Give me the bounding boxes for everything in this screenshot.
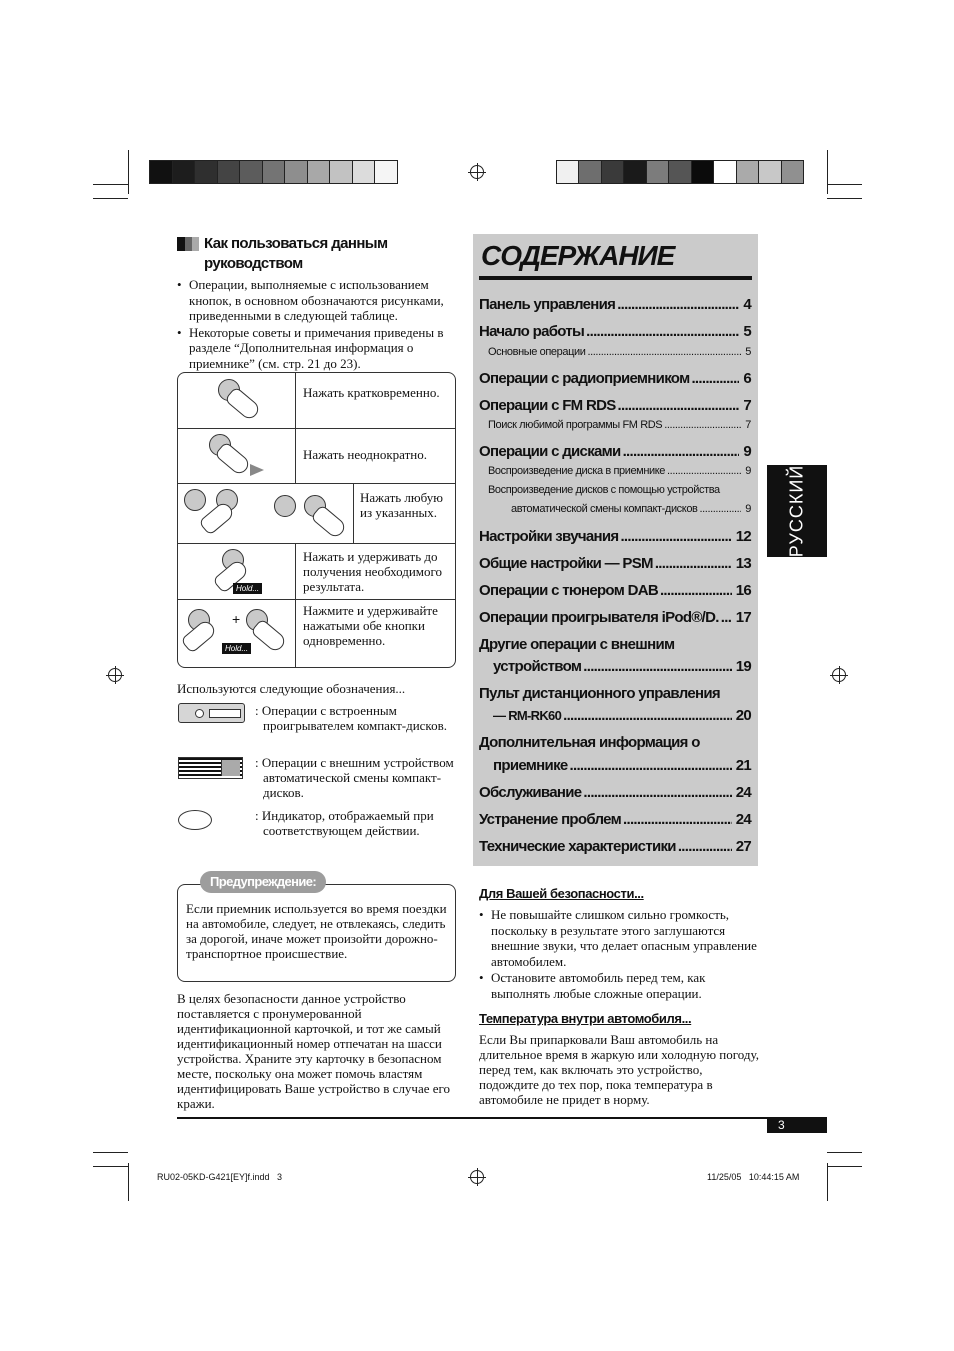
color-swatch bbox=[285, 161, 308, 183]
safety-bullets bbox=[479, 907, 761, 1002]
legend-intro: Используются следующие обозначения... bbox=[177, 681, 406, 696]
page-number-tab bbox=[767, 1118, 827, 1133]
registration-mark-icon bbox=[832, 668, 846, 682]
operation-text: Нажать неоднократно. bbox=[303, 447, 427, 462]
temperature-paragraph: Если Вы припарковали Ваш автомобиль на длительное время в жаркую или холодную погоду, перед тем, как включать это устройство, подождите до тех пор, пока температура в автомобиле не придет в норму. bbox=[479, 1032, 759, 1107]
operation-text: Нажать любую из указанных. bbox=[360, 490, 443, 520]
toc-entry[interactable]: — RM-RK60 ..... 20 bbox=[493, 707, 751, 724]
table-row bbox=[178, 428, 455, 484]
color-swatch bbox=[353, 161, 376, 183]
page-number: 3 bbox=[778, 1118, 785, 1132]
section-marker-icon bbox=[177, 237, 199, 251]
toc-entry[interactable]: Операции с тюнером DAB ..... 16 bbox=[479, 582, 751, 599]
toc-subentry[interactable]: Поиск любимой программы FM RDS ..... 7 bbox=[488, 419, 751, 431]
toc-entry[interactable]: Операции с FM RDS ..... 7 bbox=[479, 397, 751, 414]
footer-file: RU02-05KD-G421[EY]f.indd 3 bbox=[157, 1172, 283, 1182]
list-item: • Операции, выполняемые с использованием кнопок, в основном обозначаются рисунками, приведенными в следующей таблице. bbox=[177, 277, 460, 324]
toc-entry[interactable]: Общие настройки — PSM ..... 13 bbox=[479, 555, 751, 572]
color-swatch bbox=[759, 161, 781, 183]
list-item: • Не повышайте слишком сильно громкость, поскольку в результате этого заглушаются внешние звуки, что делает опасным управление автомобилем. bbox=[479, 907, 761, 969]
toc-entry[interactable]: устройством ..... 19 bbox=[493, 658, 751, 675]
crop-mark bbox=[827, 150, 828, 194]
table-row bbox=[178, 483, 455, 544]
color-swatch bbox=[173, 161, 196, 183]
toc-entry-line: Другие операции с внешним bbox=[479, 636, 675, 653]
plus-sign: + bbox=[232, 611, 241, 627]
warning-label: Предупреждение: bbox=[200, 871, 326, 893]
color-swatch bbox=[692, 161, 714, 183]
language-tab bbox=[767, 465, 827, 557]
toc-entry[interactable]: Настройки звучания ..... 12 bbox=[479, 528, 751, 545]
legend-item: : Индикатор, отображаемый при соответствующем действии. bbox=[255, 808, 434, 838]
footer-timestamp: 11/25/05 10:44:15 AM bbox=[707, 1172, 800, 1182]
heading-line: руководством bbox=[204, 255, 303, 272]
hold-badge: Hold... bbox=[233, 583, 262, 594]
color-swatch bbox=[240, 161, 263, 183]
security-paragraph: В целях безопасности данное устройство поставляется с пронумерованной идентификационной карточкой, и тот же самый идентификационный номер отпечатан на шасси устройства. Храните эту карточку в безопасном месте, поскольку она может помочь властям идентифицировать Ваше устройство в случае его кражи. bbox=[177, 991, 451, 1111]
toc-entry[interactable]: Операции с радиоприемником ..... 6 bbox=[479, 370, 751, 387]
toc-entry[interactable]: Панель управления ..... 4 bbox=[479, 296, 751, 313]
press-hold-icon bbox=[178, 543, 296, 599]
crop-mark bbox=[93, 184, 128, 185]
toc-entry[interactable]: Операции с дисками ..... 9 bbox=[479, 443, 751, 460]
color-swatch bbox=[669, 161, 691, 183]
operations-table bbox=[177, 372, 456, 668]
toc-subentry[interactable]: автоматической смены компакт-дисков ..... 9 bbox=[511, 503, 751, 515]
color-swatch bbox=[624, 161, 646, 183]
color-swatch bbox=[330, 161, 353, 183]
press-any-icon bbox=[178, 483, 354, 543]
color-swatch bbox=[557, 161, 579, 183]
how-to-use-heading bbox=[204, 234, 388, 274]
temperature-heading: Температура внутри автомобиля... bbox=[479, 1011, 692, 1026]
registration-mark-icon bbox=[470, 165, 484, 179]
crop-mark bbox=[827, 1152, 862, 1153]
crop-mark bbox=[827, 1163, 828, 1201]
color-swatch bbox=[375, 161, 397, 183]
toc-entry-line: Пульт дистанционного управления bbox=[479, 685, 720, 702]
color-swatch bbox=[647, 161, 669, 183]
table-of-contents bbox=[473, 234, 758, 866]
toc-subentry[interactable]: Воспроизведение диска в приемнике ..... 9 bbox=[488, 465, 751, 477]
hold-badge: Hold... bbox=[222, 643, 251, 654]
toc-entry[interactable]: приемнике ..... 21 bbox=[493, 757, 751, 774]
color-swatch bbox=[602, 161, 624, 183]
toc-subentry-line: Воспроизведение дисков с помощью устройства bbox=[488, 484, 720, 496]
operation-text: Нажать и удерживать до получения необходимого результата. bbox=[303, 549, 443, 594]
color-swatch bbox=[263, 161, 286, 183]
registration-mark-icon bbox=[470, 1170, 484, 1184]
how-to-use-bullets bbox=[177, 277, 460, 372]
color-bar-right bbox=[556, 160, 804, 184]
language-tab-label: РУССКИЙ bbox=[786, 464, 807, 558]
color-swatch bbox=[579, 161, 601, 183]
toc-entry[interactable]: Начало работы ..... 5 bbox=[479, 323, 751, 340]
heading-line: Как пользоваться данным bbox=[204, 235, 388, 252]
color-swatch bbox=[737, 161, 759, 183]
crop-mark bbox=[128, 1163, 129, 1201]
safety-heading: Для Вашей безопасности... bbox=[479, 886, 644, 901]
legend-item: : Операции с встроенным проигрывателем компакт-дисков. bbox=[255, 703, 447, 733]
table-row bbox=[178, 543, 455, 600]
warning-box bbox=[177, 884, 456, 982]
color-swatch bbox=[308, 161, 331, 183]
toc-entry-line: Дополнительная информация о bbox=[479, 734, 700, 751]
color-swatch bbox=[195, 161, 218, 183]
crop-mark bbox=[128, 150, 129, 194]
press-repeatedly-icon bbox=[178, 428, 296, 483]
table-row bbox=[178, 373, 455, 429]
legend-item: : Операции с внешним устройством автоматической смены компакт-дисков. bbox=[255, 755, 454, 800]
bottom-rule bbox=[177, 1117, 827, 1119]
toc-entry[interactable]: Обслуживание ..... 24 bbox=[479, 784, 751, 801]
crop-mark bbox=[93, 198, 128, 199]
indicator-icon bbox=[178, 810, 212, 830]
color-swatch bbox=[782, 161, 803, 183]
color-bar-left bbox=[149, 160, 398, 184]
list-item: • Некоторые советы и примечания приведены в разделе “Дополнительная информация о приемнике” (см. стр. 21 до 23). bbox=[177, 325, 460, 372]
toc-entry[interactable]: Технические характеристики ..... 27 bbox=[479, 838, 751, 855]
press-hold-both-icon bbox=[178, 599, 296, 668]
toc-subentry[interactable]: Основные операции ..... 5 bbox=[488, 346, 751, 358]
crop-mark bbox=[827, 184, 862, 185]
toc-title: СОДЕРЖАНИЕ bbox=[481, 240, 675, 271]
operation-text: Нажать кратковременно. bbox=[303, 385, 440, 400]
crop-mark bbox=[93, 1166, 128, 1167]
operation-text: Нажмите и удерживайте нажатыми обе кнопки одновременно. bbox=[303, 603, 438, 648]
toc-rule bbox=[479, 276, 752, 280]
color-swatch bbox=[714, 161, 736, 183]
color-swatch bbox=[218, 161, 241, 183]
color-swatch bbox=[150, 161, 173, 183]
cd-player-icon bbox=[178, 703, 245, 723]
table-row bbox=[178, 599, 455, 668]
toc-entry[interactable]: Операции проигрывателя iPod®/D. ..... 17 bbox=[479, 609, 751, 626]
crop-mark bbox=[93, 1152, 128, 1153]
crop-mark bbox=[827, 198, 862, 199]
crop-mark bbox=[827, 1166, 862, 1167]
cd-changer-icon bbox=[178, 757, 243, 779]
toc-entry[interactable]: Устранение проблем ..... 24 bbox=[479, 811, 751, 828]
press-icon bbox=[178, 373, 296, 428]
warning-text: Если приемник используется во время поездки на автомобиле, следует, не отвлекаясь, следить за дорогой, иначе может произойти дорожно-транспортное происшествие. bbox=[186, 901, 447, 961]
list-item: • Остановите автомобиль перед тем, как выполнять любые сложные операции. bbox=[479, 970, 761, 1001]
registration-mark-icon bbox=[108, 668, 122, 682]
